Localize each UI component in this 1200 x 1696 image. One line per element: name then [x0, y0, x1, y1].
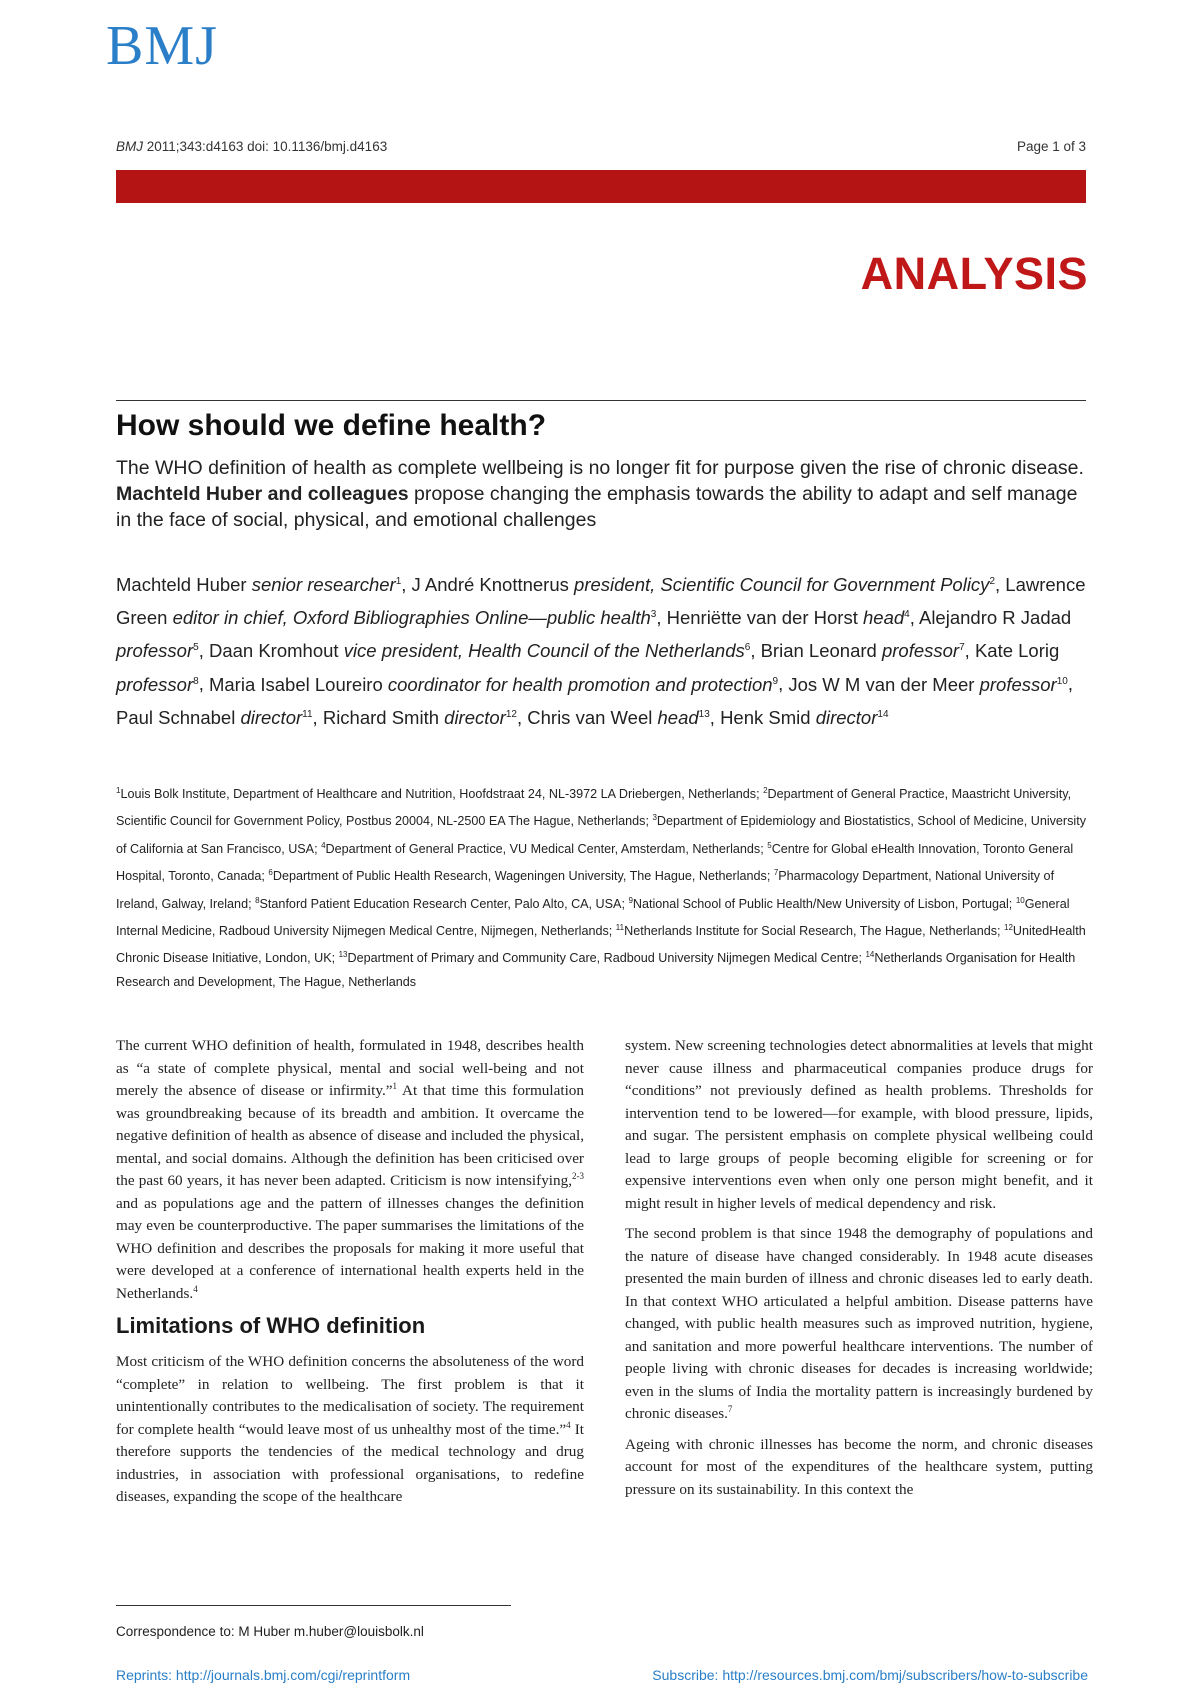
- section-subheading: Limitations of WHO definition: [116, 1313, 426, 1338]
- author-role: president, Scientific Council for Government Policy: [574, 574, 990, 596]
- affiliation-text: UnitedHealth Chronic Disease Initiative, London, UK;: [116, 924, 1086, 966]
- body-column-left: [116, 1035, 584, 1517]
- standfirst-text: The WHO definition of health as complete wellbeing is no longer fit for purpose given the rise of chronic disease.: [116, 457, 1084, 479]
- affiliation-text: General Internal Medicine, Radboud University Nijmegen Medical Centre, Nijmegen, Netherlands;: [116, 896, 1070, 939]
- author-name: Henk Smid: [720, 706, 811, 728]
- affiliation-number: 6: [268, 868, 273, 878]
- affiliation-text: Louis Bolk Institute, Department of Healthcare and Nutrition, Hoofdstraat 24, NL-3972 LA Driebergen, Netherlands;: [120, 787, 760, 802]
- author-affiliation-number: 6: [744, 642, 751, 654]
- reference-superscript: 4: [566, 1419, 571, 1430]
- paragraph: [625, 1223, 1093, 1426]
- affiliation-number: 13: [338, 950, 348, 960]
- author-affiliation-number: 10: [1056, 675, 1068, 687]
- affiliation-text: Pharmacology Department, National University of Ireland, Galway, Ireland;: [116, 869, 1055, 911]
- affiliation-number: 7: [773, 868, 779, 878]
- subscribe-link[interactable]: Subscribe: http://resources.bmj.com/bmj/subscribers/how-to-subscribe: [652, 1667, 1088, 1683]
- affiliation-number: 4: [321, 840, 326, 850]
- author-affiliation-number: 4: [904, 609, 910, 621]
- author-item: [116, 707, 313, 728]
- paragraph: Ageing with chronic illnesses has become the norm, and chronic diseases account for most of the expenditures of the healthcare system, putting pressure on its sustainability. In this context the: [625, 1435, 1093, 1498]
- title-divider: [116, 400, 1086, 401]
- author-item: [323, 707, 517, 728]
- bmj-logo: BMJ: [106, 15, 218, 77]
- author-item: [761, 640, 965, 661]
- citation-details: 2011;343:d4163 doi: 10.1136/bmj.d4163: [143, 139, 388, 154]
- affiliation-number: 3: [652, 813, 657, 823]
- author-name: Richard Smith: [322, 706, 440, 728]
- paragraph: [116, 1351, 584, 1509]
- affiliation-text: National School of Public Health/New University of Lisbon, Portugal;: [632, 896, 1013, 911]
- author-name: Chris van Weel: [527, 706, 653, 728]
- paragraph-text: The current WHO definition of health, formulated in 1948, describes health as “a state of complete physical, mental and social well-being and not merely the absence of disease or infirmity.”: [116, 1037, 584, 1099]
- paragraph-text: Most criticism of the WHO definition concerns the absoluteness of the word “complete” in relation to wellbeing. The first problem is that it unintentionally contributes to the medicalisation of society. The requirement for complete health “would leave most of us unhealthy most of the time.”: [116, 1353, 584, 1438]
- reference-superscript: 1: [392, 1080, 398, 1091]
- affiliation-number: 14: [865, 950, 875, 960]
- author-name: Maria Isabel Loureiro: [208, 673, 383, 695]
- paragraph: system. New screening technologies detect abnormalities at levels that might never cause illness and pharmaceutical companies produce drugs for “conditions” not previously defined as health problems. Thresholds for intervention tend to be lowered—for example, with blood pressure, lipids, and sugar. The persistent emphasis on complete physical wellbeing could lead to large groups of people becoming eligible for screening or for expensive interventions even when only one person might benefit, and it might result in higher levels of medical dependency and risk.: [625, 1037, 1093, 1212]
- section-label: ANALYSIS: [860, 248, 1088, 299]
- affiliation-number: 5: [767, 840, 772, 850]
- author-name: Machteld Huber: [116, 574, 247, 596]
- affiliation-number: 11: [615, 922, 625, 932]
- author-role: director: [815, 706, 878, 728]
- paragraph: [116, 1035, 584, 1305]
- affiliation-text: Department of General Practice, Maastricht University, Scientific Council for Government Policy, Postbus 20004, NL-2500 EA The Hague, Netherlands;: [116, 787, 1072, 829]
- standfirst-text: propose changing the emphasis towards the ability to adapt and self manage in the face of social, physical, and emotional challenges: [116, 483, 1078, 531]
- author-name: Brian Leonard: [760, 640, 877, 662]
- author-name: Paul Schnabel: [116, 706, 236, 728]
- author-item: [720, 707, 888, 728]
- author-item: [412, 574, 995, 595]
- affiliation-text: Netherlands Institute for Social Research, The Hague, Netherlands;: [624, 924, 1001, 939]
- author-item: [667, 607, 910, 628]
- author-item: [788, 674, 1067, 695]
- footnote-divider: [116, 1605, 511, 1606]
- correspondence-note: Correspondence to: M Huber m.huber@louisbolk.nl: [116, 1624, 424, 1639]
- affiliation-text: Stanford Patient Education Research Center, Palo Alto, CA, USA;: [259, 896, 625, 911]
- affiliation-text: Department of Public Health Research, Wageningen University, The Hague, Netherlands;: [272, 869, 771, 884]
- author-affiliation-number: 1: [395, 576, 402, 587]
- author-name: Jos W M van der Meer: [788, 673, 975, 695]
- author-role: editor in chief, Oxford Bibliographies Online—public health: [172, 607, 651, 629]
- author-name: Daan Kromhout: [208, 640, 339, 662]
- author-item: [527, 707, 710, 728]
- affiliation-number: 9: [628, 895, 633, 905]
- affiliation-text: Department of Epidemiology and Biostatistics, School of Medicine, University of California at San Francisco, USA;: [116, 814, 1087, 856]
- affiliation-number: 8: [255, 895, 260, 905]
- citation-journal: BMJ: [116, 139, 143, 154]
- standfirst: [116, 455, 1086, 533]
- reference-superscript: 4: [193, 1283, 198, 1294]
- affiliations: [116, 779, 1096, 994]
- affiliation-number: 2: [763, 786, 768, 795]
- paragraph-text: and as populations age and the pattern of illnesses changes the definition may even be counterproductive. The paper summarises the limitations of the WHO definition and describes the proposals for making it more useful that were developed at a conference of international health experts held in the Netherlands.: [116, 1194, 584, 1302]
- author-affiliation-number: 11: [302, 708, 313, 720]
- article-title: How should we define health?: [116, 409, 547, 442]
- author-affiliation-number: 3: [650, 609, 657, 621]
- author-affiliation-number: 8: [193, 675, 199, 687]
- author-role: director: [444, 706, 506, 728]
- author-name: Henriëtte van der Horst: [666, 607, 858, 629]
- author-role: vice president, Health Council of the Netherlands: [343, 640, 745, 662]
- header-red-bar: [116, 170, 1086, 203]
- standfirst-authors: Machteld Huber and colleagues: [116, 483, 409, 505]
- author-affiliation-number: 2: [989, 576, 995, 587]
- author-affiliation-number: 9: [772, 675, 779, 687]
- reference-superscript: 2-3: [572, 1170, 584, 1181]
- affiliation-text: Centre for Global eHealth Innovation, Toronto General Hospital, Toronto, Canada;: [116, 841, 1074, 884]
- reprints-link[interactable]: Reprints: http://journals.bmj.com/cgi/reprintform: [116, 1667, 411, 1683]
- affiliation-text: Netherlands Organisation for Health Research and Development, The Hague, Netherlands: [116, 951, 1076, 989]
- page-number: Page 1 of 3: [1016, 139, 1086, 154]
- author-role: professor: [881, 640, 960, 662]
- author-item: [209, 640, 750, 661]
- author-role: professor: [979, 673, 1057, 695]
- author-affiliation-number: 12: [505, 708, 517, 720]
- author-item: [116, 574, 401, 595]
- affiliation-number: 12: [1004, 922, 1013, 932]
- author-affiliation-number: 14: [877, 708, 889, 720]
- author-name: Lawrence Green: [116, 574, 1086, 629]
- author-role: professor: [116, 640, 194, 662]
- paragraph-text: The second problem is that since 1948 the demography of populations and the nature of disease have changed considerably. In 1948 acute diseases presented the main burden of illness and chronic diseases led to early death. In that context WHO articulated a helpful ambition. Disease patterns have changed, with public health measures such as improved nutrition, hygiene, and sanitation and more powerful healthcare interventions. The number of people living with chronic diseases for decades is increasing worldwide; even in the slums of India the mortality pattern is increasingly burdened by chronic diseases.: [625, 1225, 1093, 1422]
- author-affiliation-number: 5: [193, 642, 199, 654]
- author-item: [209, 674, 778, 695]
- affiliation-number: 10: [1015, 895, 1025, 905]
- author-role: head: [657, 706, 699, 728]
- author-role: director: [240, 706, 303, 728]
- author-name: J André Knottnerus: [411, 574, 569, 596]
- author-affiliation-number: 13: [698, 708, 710, 720]
- author-name: Alejandro R Jadad: [918, 607, 1072, 629]
- affiliation-text: Department of General Practice, VU Medical Center, Amsterdam, Netherlands;: [325, 841, 764, 856]
- body-column-right: [625, 1035, 1093, 1509]
- paragraph-text: At that time this formulation was groundbreaking because of its breadth and ambition. It overcame the negative definition of health as absence of disease and included the physical, mental, and social domains. Although the definition has been criticised over the past 60 years, it has never been adapted. Criticism is now intensifying,: [116, 1082, 584, 1189]
- affiliation-text: Department of Primary and Community Care, Radboud University Nijmegen Medical Centre;: [347, 951, 862, 966]
- author-role: professor: [116, 673, 194, 695]
- author-role: head: [863, 607, 905, 629]
- reference-superscript: 7: [727, 1403, 733, 1414]
- author-role: senior researcher: [251, 574, 396, 596]
- citation: [116, 139, 387, 154]
- author-list: Machteld Huber senior researcher$^1$, J André Knottnerus president, Scientific Council for Government Policy$^2$, Lawrence Green editor in chief, Oxford Bibliographies Online—public health$^3$, Henriëtte van der Horst head$^4$, Alejandro R Jadad professor$^5$, Daan Kromhout vice president, Health Council of the Netherlands$^6$, Brian Leonard professor$^7$, Kate Lorig professor$^8$, Maria Isabel Loureiro coordinator for health promotion and protection$^9$, Jos W M van der Meer professor$^{10}$, Paul Schnabel director$^{11}$, Richard Smith director$^{12}$, Chris van Weel head$^{13}$, Henk Smid director$^{14}$: [116, 574, 1086, 728]
- author-affiliation-number: 7: [959, 642, 965, 654]
- author-role: coordinator for health promotion and protection: [387, 673, 773, 695]
- paragraph-text: It therefore supports the tendencies of the medical technology and drug industries, in association with professional organisations, to redefine diseases, expanding the scope of the healthcare: [116, 1420, 584, 1506]
- affiliation-number: 1: [116, 786, 121, 795]
- author-name: Kate Lorig: [974, 640, 1060, 662]
